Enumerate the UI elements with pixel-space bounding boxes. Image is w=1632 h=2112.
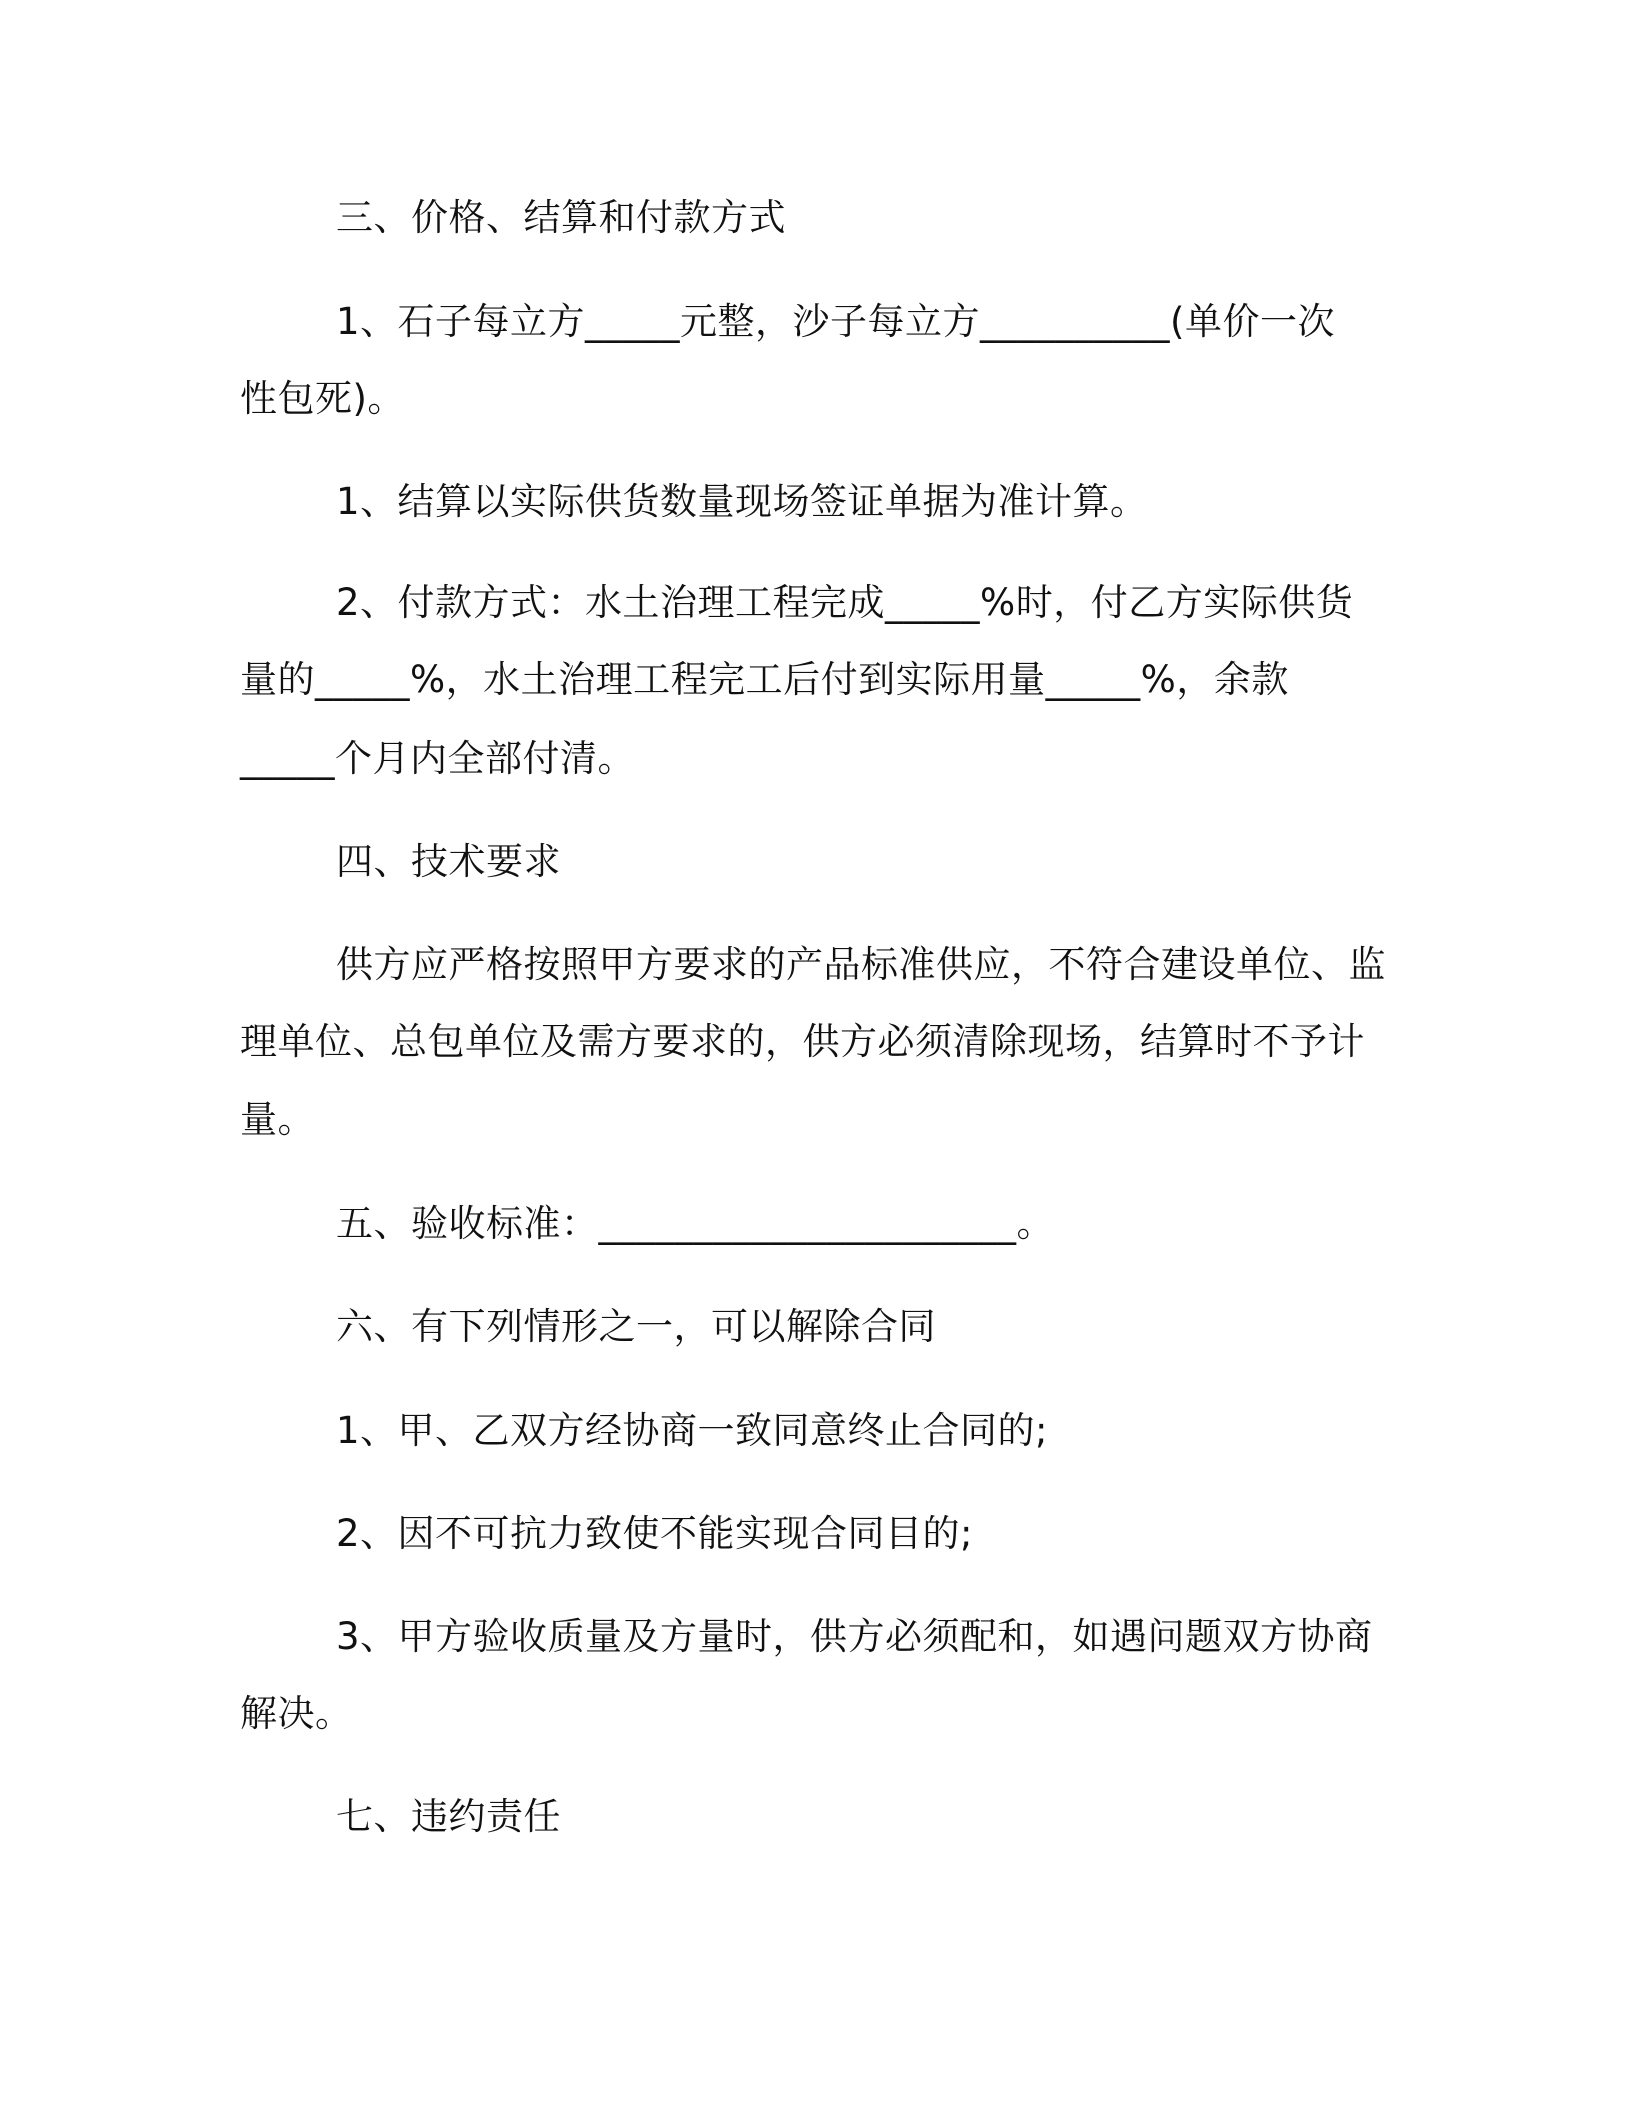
paragraph-line: _____个月内全部付清。 (240, 737, 635, 780)
paragraph-line: 供方应严格按照甲方要求的产品标准供应，不符合建设单位、监 (336, 943, 1386, 986)
section-heading-acceptance-standard: 五、验收标准：______________________。 (336, 1202, 1054, 1245)
list-item: 2、因不可抗力致使不能实现合同目的; (336, 1512, 974, 1555)
section-heading-price-settlement-payment: 三、价格、结算和付款方式 (336, 196, 786, 239)
paragraph-line: 2、付款方式：水土治理工程完成_____%时，付乙方实际供货 (336, 581, 1354, 624)
paragraph-line: 量的_____%，水土治理工程完工后付到实际用量_____%，余款 (240, 658, 1289, 701)
paragraph-line: 量。 (240, 1098, 315, 1141)
list-item: 1、甲、乙双方经协商一致同意终止合同的; (336, 1409, 1049, 1452)
section-heading-technical-requirements: 四、技术要求 (336, 840, 561, 883)
section-heading-liability-for-breach: 七、违约责任 (336, 1795, 561, 1838)
paragraph-line: 1、结算以实际供货数量现场签证单据为准计算。 (336, 480, 1148, 523)
paragraph-line: 性包死)。 (240, 377, 405, 420)
paragraph-line: 1、石子每立方_____元整，沙子每立方__________(单价一次 (336, 300, 1335, 343)
list-item: 3、甲方验收质量及方量时，供方必须配和，如遇问题双方协商 (336, 1615, 1373, 1658)
paragraph-line: 理单位、总包单位及需方要求的，供方必须清除现场，结算时不予计 (240, 1020, 1365, 1063)
list-item-continuation: 解决。 (240, 1692, 353, 1735)
section-heading-contract-termination: 六、有下列情形之一，可以解除合同 (336, 1305, 936, 1348)
